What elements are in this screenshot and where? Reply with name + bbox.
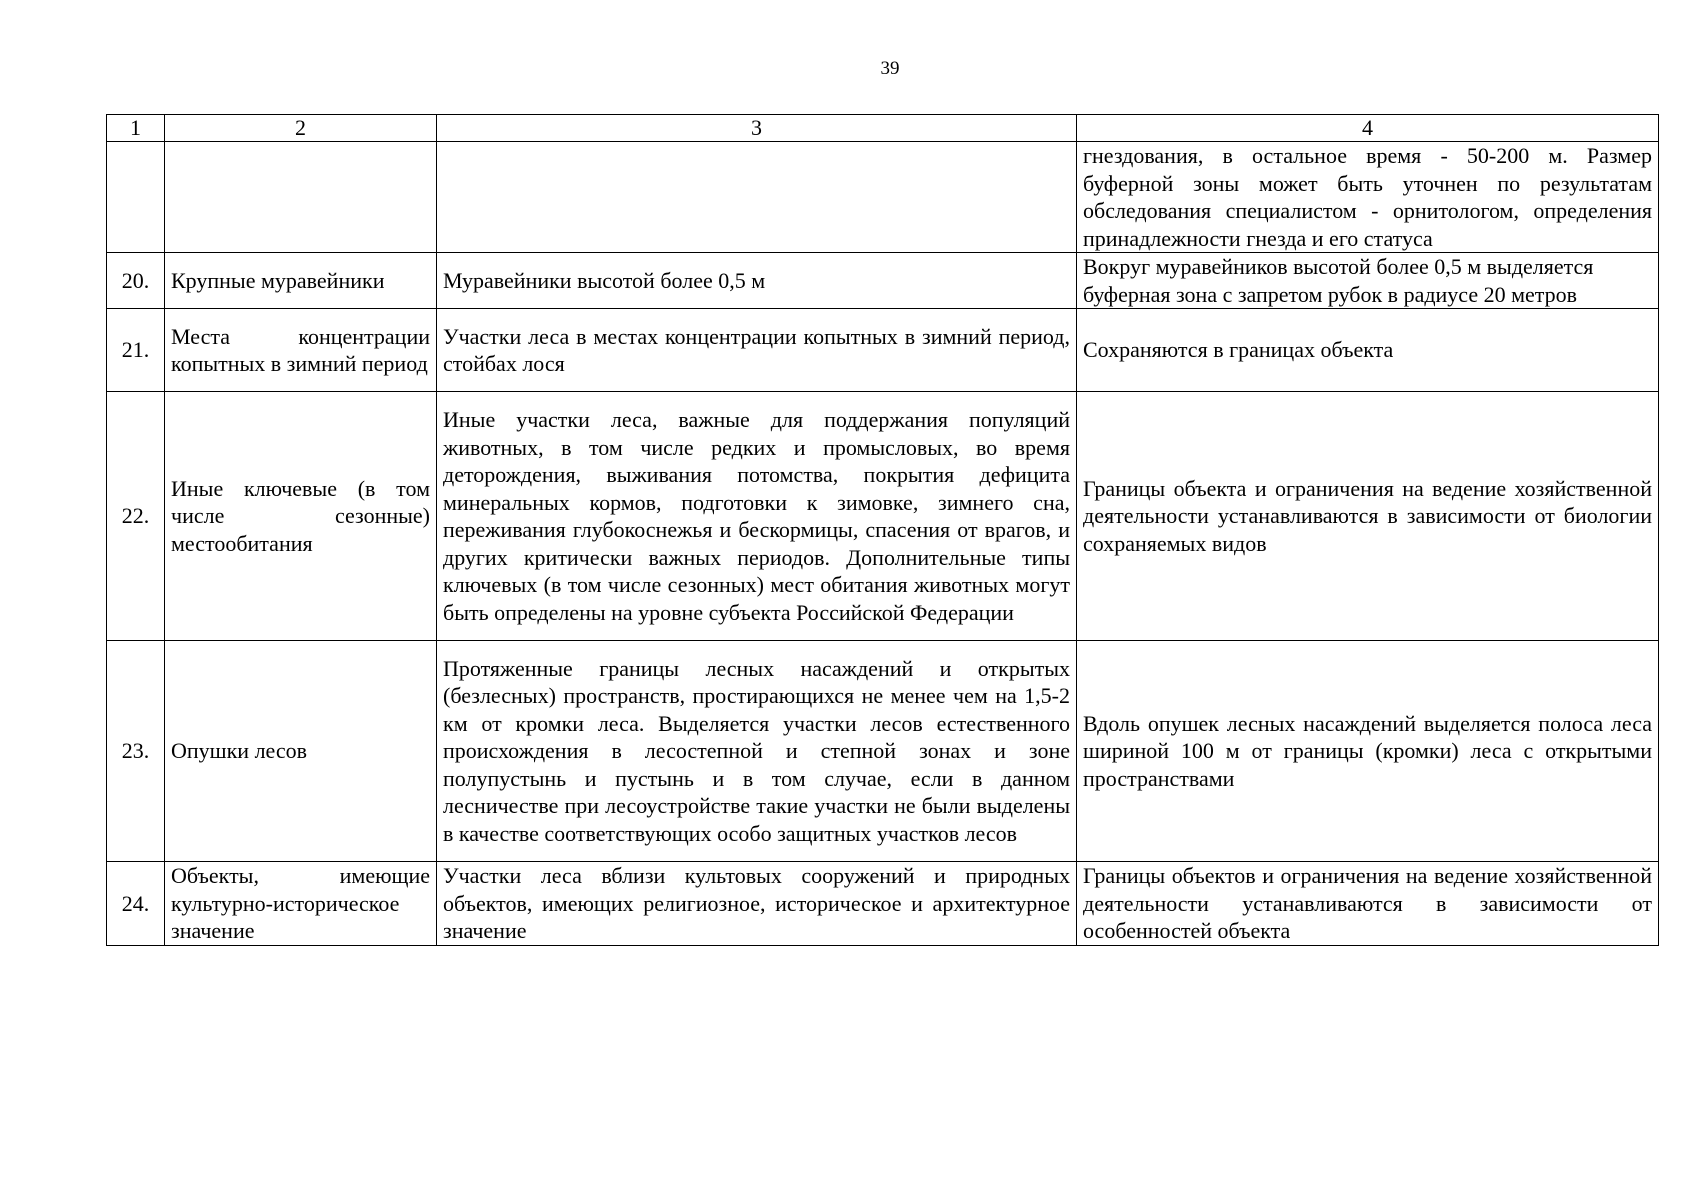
protection-measures: Границы объекта и ограничения на ведение хозяйственной деятельности устанавливаются в зависимости от биологии сохраняемых видов	[1077, 392, 1659, 641]
object-description: Муравейники высотой более 0,5 м	[437, 253, 1077, 309]
column-header-1: 1	[107, 115, 165, 142]
object-description: Участки леса в местах концентрации копытных в зимний период, стойбах лося	[437, 309, 1077, 392]
object-description: Участки леса вблизи культовых сооружений и природных объектов, имеющих религиозное, историческое и архитектурное значение	[437, 862, 1077, 946]
row-number: 23.	[107, 641, 165, 862]
protection-measures-table	[106, 114, 1659, 946]
table-row	[107, 253, 1659, 309]
object-name: Крупные муравейники	[165, 253, 437, 309]
row-number: 24.	[107, 862, 165, 946]
table-row	[107, 862, 1659, 946]
row-number: 20.	[107, 253, 165, 309]
page-number: 39	[880, 58, 900, 79]
column-header-3: 3	[437, 115, 1077, 142]
protection-measures: Границы объектов и ограничения на ведение хозяйственной деятельности устанавливаются в зависимости от особенностей объекта	[1077, 862, 1659, 946]
row-number: 21.	[107, 309, 165, 392]
row-number: 22.	[107, 392, 165, 641]
protection-measures: гнездования, в остальное время - 50-200 м. Размер буферной зоны может быть уточнен по результатам обследования специалистом - орнитологом, определения принадлежности гнезда и его статуса	[1077, 142, 1659, 253]
object-name: Объекты, имеющие культурно-историческое значение	[165, 862, 437, 946]
object-description: Иные участки леса, важные для поддержания популяций животных, в том числе редких и промысловых, во время деторождения, выживания потомства, покрытия дефицита минеральных кормов, подготовки к зимовке, зимнего сна, переживания глубокоснежья и бескормицы, спасения от врагов, и других критически важных периодов. Дополнительные типы ключевых (в том числе сезонных) мест обитания животных могут быть определены на уровне субъекта Российской Федерации	[437, 392, 1077, 641]
column-header-4: 4	[1077, 115, 1659, 142]
protection-measures: Вокруг муравейников высотой более 0,5 м выделяется буферная зона с запретом рубок в радиусе 20 метров	[1077, 253, 1659, 309]
column-number-row	[107, 115, 1659, 142]
column-header-2: 2	[165, 115, 437, 142]
object-description	[437, 142, 1077, 253]
object-name: Иные ключевые (в том числе сезонные) местообитания	[165, 392, 437, 641]
table-row	[107, 309, 1659, 392]
object-name: Опушки лесов	[165, 641, 437, 862]
table-row	[107, 641, 1659, 862]
row-number	[107, 142, 165, 253]
protection-measures: Вдоль опушек лесных насаждений выделяется полоса леса шириной 100 м от границы (кромки) леса с открытыми пространствами	[1077, 641, 1659, 862]
object-description: Протяженные границы лесных насаждений и открытых (безлесных) пространств, простирающихся не менее чем на 1,5-2 км от кромки леса. Выделяется участки лесов естественного происхождения в лесостепной и степной зонах и зоне полупустынь и пустынь и в том случае, если в данном лесничестве при лесоустройстве такие участки не были выделены в качестве соответствующих особо защитных участков лесов	[437, 641, 1077, 862]
object-name: Места концентрации копытных в зимний период	[165, 309, 437, 392]
object-name	[165, 142, 437, 253]
table-row	[107, 142, 1659, 253]
table-row	[107, 392, 1659, 641]
protection-measures: Сохраняются в границах объекта	[1077, 309, 1659, 392]
